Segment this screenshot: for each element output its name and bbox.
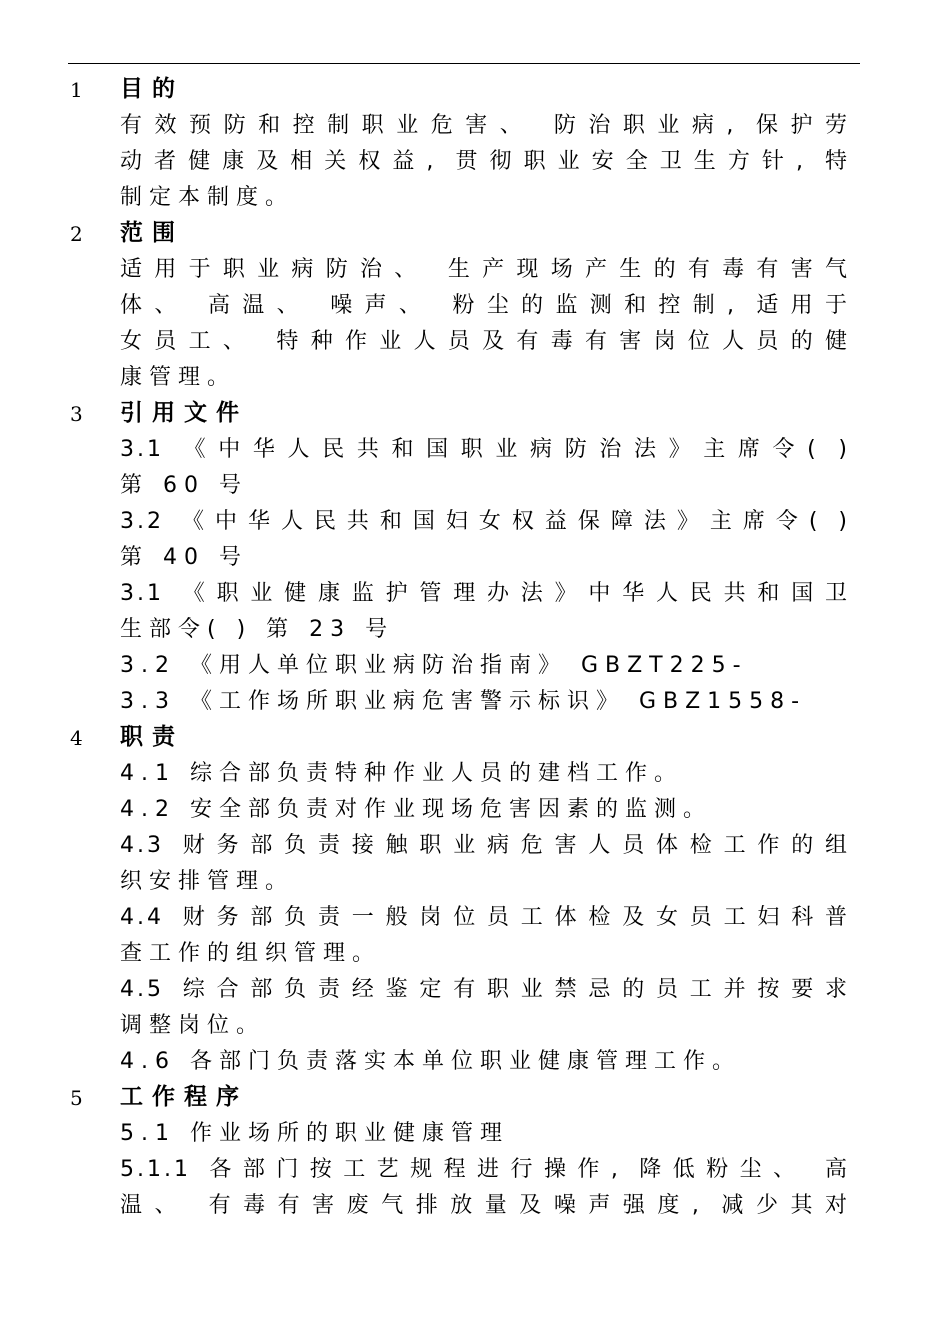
paragraph-line: 3.1 《职业健康监护管理办法》中华人民共和国卫: [120, 581, 850, 606]
paragraph-line: 4.2 安全部负责对作业现场危害因素的监测。: [120, 797, 712, 822]
paragraph-line: 织安排管理。: [120, 869, 295, 894]
section-title: 目的: [120, 76, 184, 102]
paragraph-line: 温、 有毒有害废气排放量及噪声强度, 减少其对: [120, 1193, 850, 1218]
paragraph-line: 查工作的组织管理。: [120, 941, 382, 966]
paragraph-line: 康管理。: [120, 365, 237, 390]
header-rule: [68, 63, 860, 64]
paragraph-line: 制定本制度。: [120, 185, 295, 210]
paragraph-line: 有效预防和控制职业危害、 防治职业病, 保护劳: [120, 113, 850, 138]
paragraph-line: 5.1 作业场所的职业健康管理: [120, 1121, 509, 1146]
paragraph-line: 4.5 综合部负责经鉴定有职业禁忌的员工并按要求: [120, 977, 850, 1002]
section-heading: [0, 72, 950, 108]
section-number: 4: [70, 726, 83, 750]
section-4: [0, 720, 950, 1080]
section-5: [0, 1080, 950, 1224]
paragraph-line: 女员工、 特种作业人员及有毒有害岗位人员的健: [120, 329, 850, 354]
paragraph-line: 3.1 《中华人民共和国职业病防治法》主席令( ): [120, 437, 850, 462]
paragraph-line: 生部令( ) 第 23 号: [120, 617, 395, 642]
section-title: 引用文件: [120, 400, 248, 426]
paragraph-line: 调整岗位。: [120, 1013, 266, 1038]
section-number: 2: [70, 222, 83, 246]
section-heading: [0, 720, 950, 756]
section-title: 职责: [120, 724, 184, 750]
section-heading: [0, 1080, 950, 1116]
paragraph-line: 适用于职业病防治、 生产现场产生的有毒有害气: [120, 257, 850, 282]
section-number: 1: [70, 78, 83, 102]
section-3: [0, 396, 950, 720]
paragraph-line: 4.3 财务部负责接触职业病危害人员体检工作的组: [120, 833, 850, 858]
paragraph-line: 4.1 综合部负责特种作业人员的建档工作。: [120, 761, 683, 786]
section-heading: [0, 216, 950, 252]
section-title: 范围: [120, 220, 184, 246]
paragraph-line: 3.3 《工作场所职业病危害警示标识》 GBZ1558-: [120, 689, 807, 714]
paragraph-line: 4.6 各部门负责落实本单位职业健康管理工作。: [120, 1049, 741, 1074]
section-number: 5: [70, 1086, 83, 1110]
paragraph-line: 3.2 《用人单位职业病防治指南》 GBZT225-: [120, 653, 748, 678]
section-number: 3: [70, 402, 83, 426]
paragraph-line: 动者健康及相关权益, 贯彻职业安全卫生方针, 特: [120, 149, 850, 174]
section-2: [0, 216, 950, 396]
document-body: [0, 72, 950, 1224]
paragraph-line: 体、 高温、 噪声、 粉尘的监测和控制, 适用于: [120, 293, 850, 318]
section-heading: [0, 396, 950, 432]
section-title: 工作程序: [120, 1084, 248, 1110]
paragraph-line: 4.4 财务部负责一般岗位员工体检及女员工妇科普: [120, 905, 850, 930]
paragraph-line: 第 40 号: [120, 545, 248, 570]
paragraph-line: 3.2 《中华人民共和国妇女权益保障法》主席令( ): [120, 509, 850, 534]
paragraph-line: 第 60 号: [120, 473, 248, 498]
section-1: [0, 72, 950, 216]
paragraph-line: 5.1.1 各部门按工艺规程进行操作, 降低粉尘、 高: [120, 1157, 850, 1182]
